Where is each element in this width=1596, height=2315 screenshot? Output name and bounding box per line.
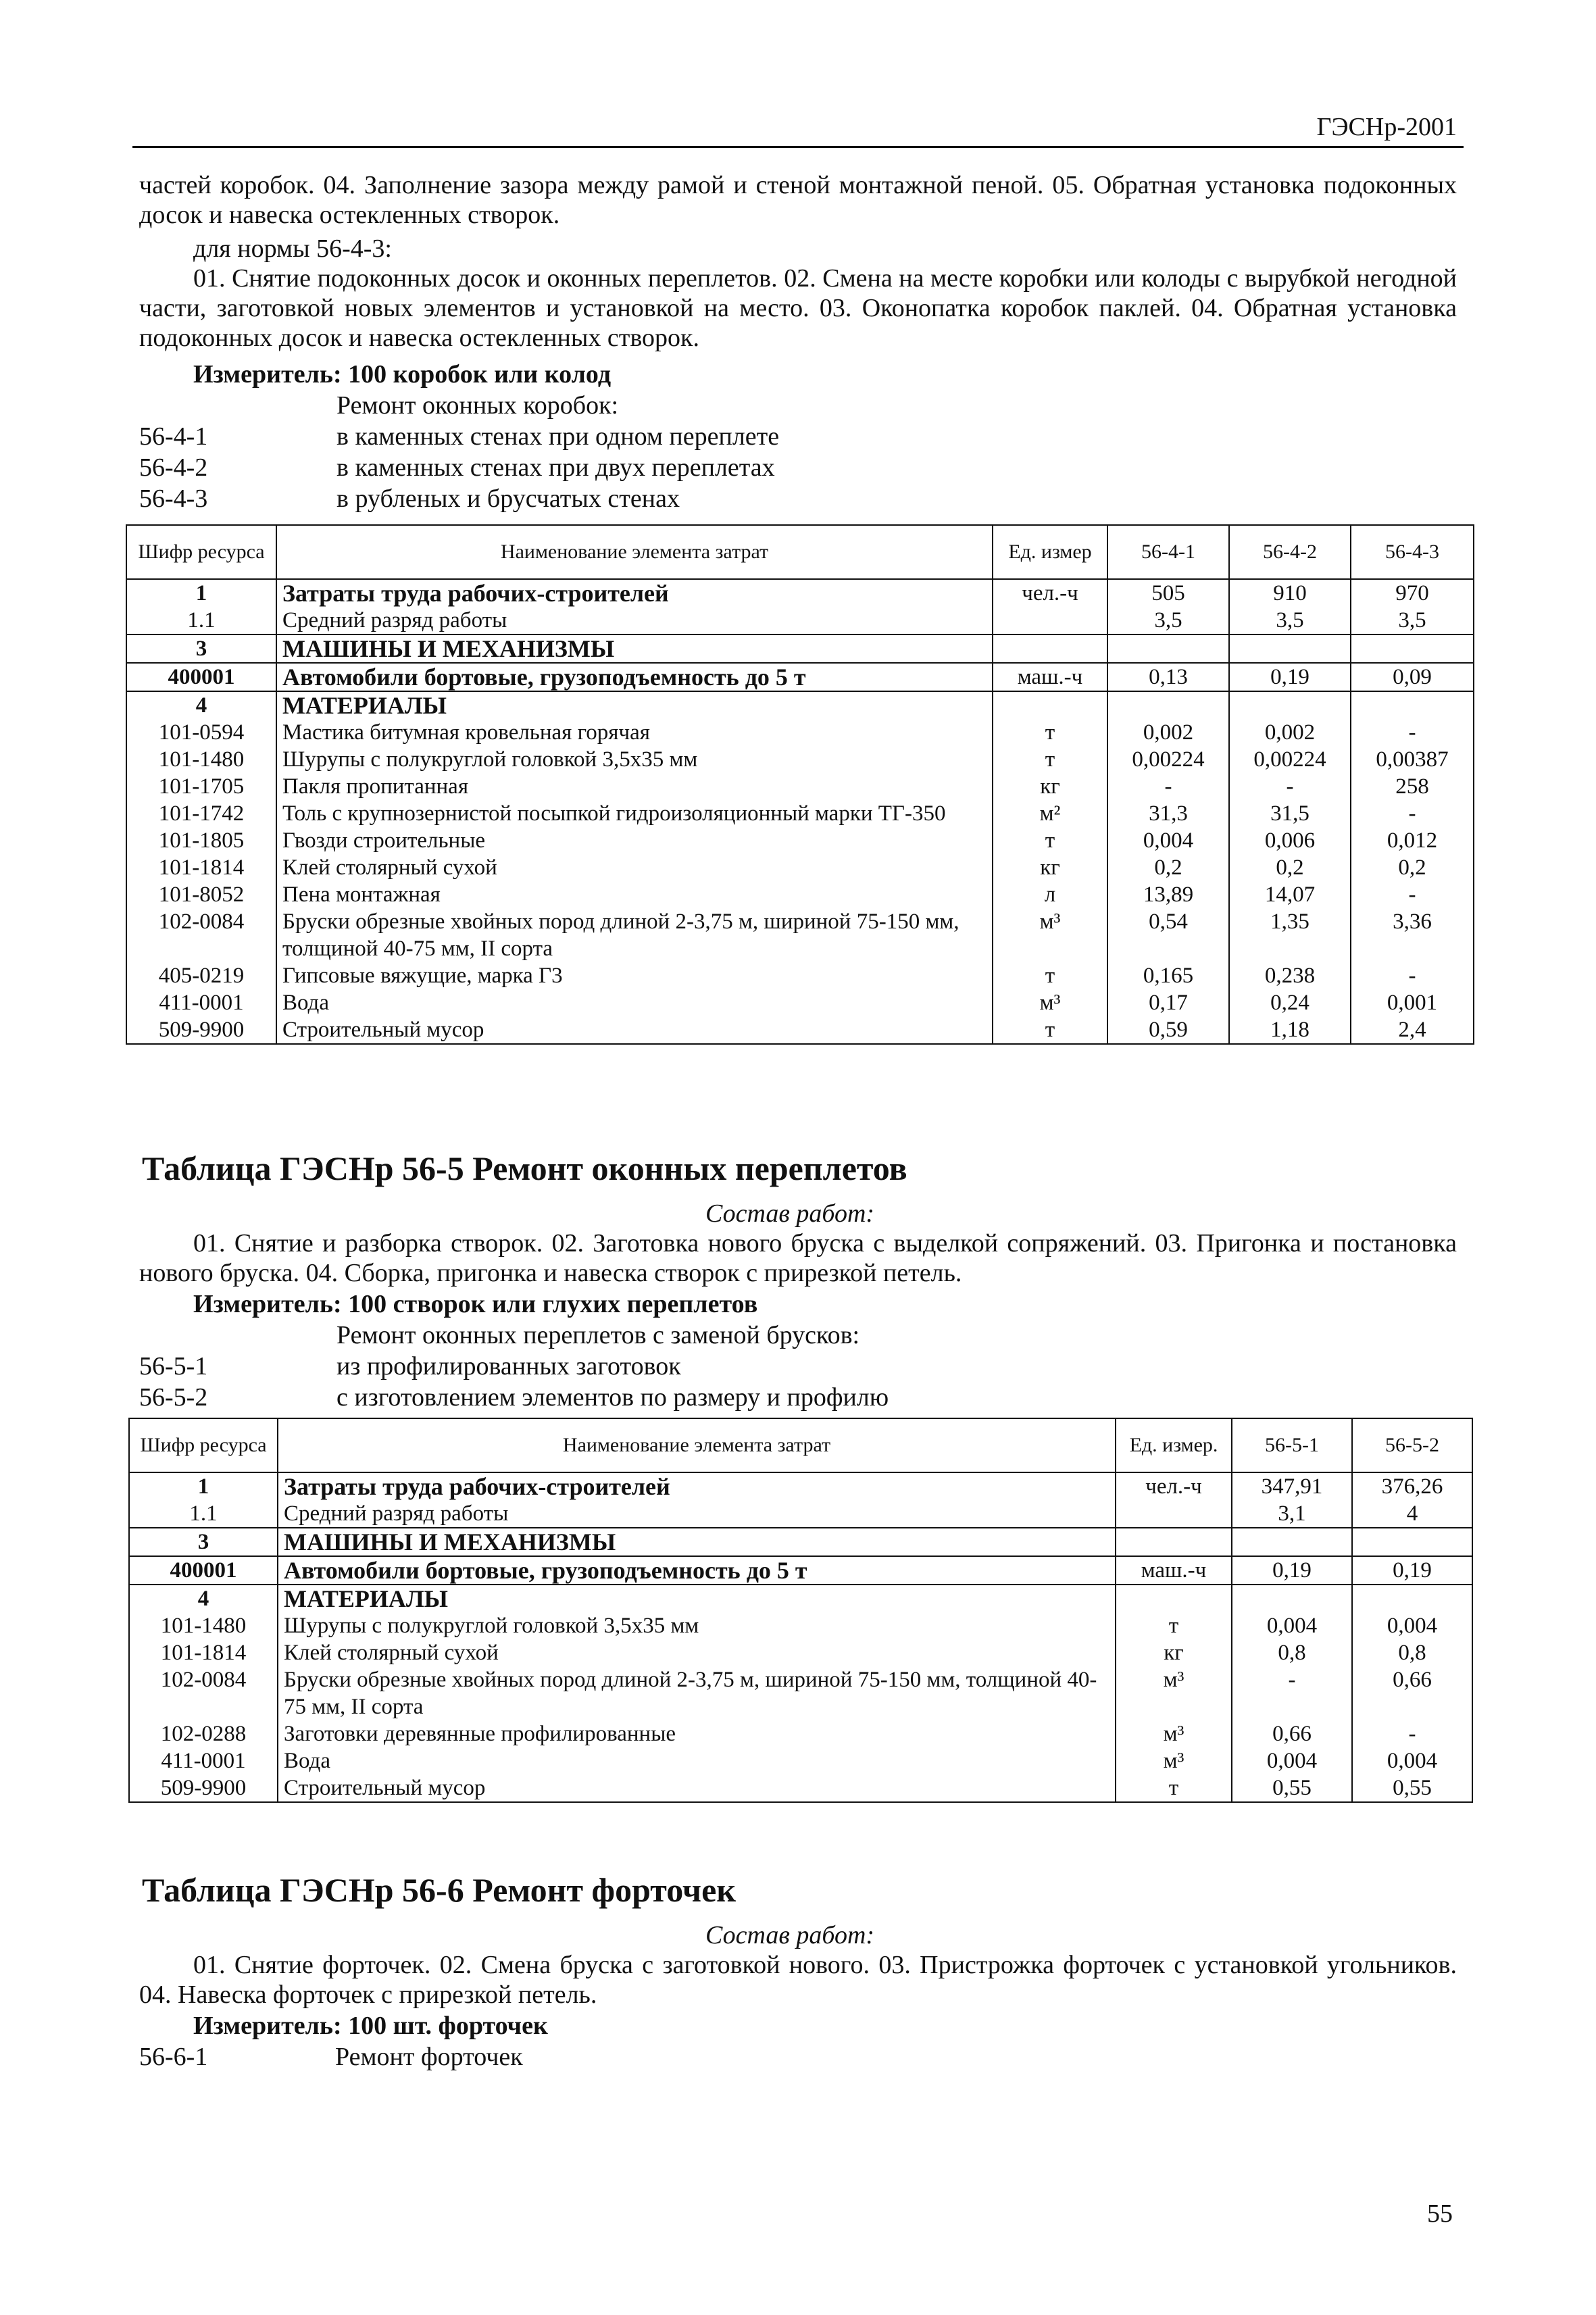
norm-value: 0,2 — [1351, 854, 1474, 881]
unit-of-measure: м³ — [1116, 1666, 1232, 1720]
resource-name: Клей столярный сухой — [276, 854, 993, 881]
norm-description: в каменных стенах при двух переплетах — [336, 453, 775, 482]
norm-value: 505 — [1107, 579, 1229, 607]
norm-value: 0,002 — [1229, 719, 1351, 746]
intro-paragraph-2: 01. Снятие подоконных досок и оконных переплетов. 02. Смена на месте коробки или колоды с вырубкой негодной части, заготовкой новых элементов и установкой на место. 03. Оконопатка коробок паклей. 04. Обратная установка подоконных досок и навеска остекленных створок. — [139, 264, 1457, 352]
resource-code: 101-0594 — [126, 719, 276, 746]
table-row — [126, 881, 1474, 908]
header-unit: Ед. измер. — [1116, 1418, 1232, 1472]
resource-name: Пакля пропитанная — [276, 773, 993, 800]
header-name: Наименование элемента затрат — [276, 525, 993, 579]
norm-value — [1107, 691, 1229, 719]
norm-value: - — [1107, 773, 1229, 800]
norm-value: 0,59 — [1107, 1016, 1229, 1044]
unit-of-measure: т — [993, 746, 1107, 773]
norm-value: 31,5 — [1229, 800, 1351, 827]
norm-value: 0,004 — [1107, 827, 1229, 854]
norm-code: 56-6-1 — [139, 2043, 208, 2071]
resource-code: 4 — [129, 1585, 278, 1612]
unit-of-measure: л — [993, 881, 1107, 908]
resource-name: МАТЕРИАЛЫ — [276, 691, 993, 719]
norm-value: 1,35 — [1229, 908, 1351, 962]
resource-name: Средний разряд работы — [278, 1500, 1116, 1528]
table-row — [129, 1612, 1472, 1639]
header-rule — [132, 146, 1464, 148]
table-row — [126, 773, 1474, 800]
norm-value: 14,07 — [1229, 881, 1351, 908]
norm-value — [1107, 634, 1229, 663]
table-row — [126, 908, 1474, 962]
norm-value: 0,004 — [1232, 1612, 1352, 1639]
resource-code: 411-0001 — [129, 1747, 278, 1774]
unit-of-measure: м³ — [1116, 1720, 1232, 1747]
unit-of-measure: кг — [993, 773, 1107, 800]
table-row — [129, 1528, 1472, 1556]
norm-code: 56-4-2 — [139, 453, 208, 482]
resource-code: 1 — [129, 1472, 278, 1500]
resource-code: 102-0084 — [129, 1666, 278, 1720]
document-code: ГЭСНр-2001 — [1316, 113, 1457, 141]
unit-of-measure: чел.-ч — [1116, 1472, 1232, 1500]
table-row — [126, 691, 1474, 719]
unit-of-measure: м³ — [993, 908, 1107, 962]
norm-value — [1229, 691, 1351, 719]
norm-value — [1351, 634, 1474, 663]
intro-paragraph-1: частей коробок. 04. Заполнение зазора между рамой и стеной монтажной пеной. 05. Обратная установка подоконных досок и навеска остекленных створок. — [139, 171, 1457, 229]
norm-code: 56-5-1 — [139, 1352, 208, 1380]
resource-table-56-5 — [128, 1418, 1473, 1803]
norm-code: 56-5-2 — [139, 1383, 208, 1412]
composition-label: Состав работ: — [705, 1199, 875, 1228]
norm-value: 0,012 — [1351, 827, 1474, 854]
resource-name: Шурупы с полукруглой головкой 3,5х35 мм — [276, 746, 993, 773]
norm-value — [1352, 1528, 1472, 1556]
norm-value: 0,00224 — [1107, 746, 1229, 773]
resource-name: Вода — [278, 1747, 1116, 1774]
table-row — [126, 634, 1474, 663]
resource-name: Средний разряд работы — [276, 607, 993, 634]
norm-value: 1,18 — [1229, 1016, 1351, 1044]
table-row — [126, 800, 1474, 827]
unit-of-measure — [1116, 1528, 1232, 1556]
norm-value: 3,5 — [1107, 607, 1229, 634]
unit-of-measure: м² — [993, 800, 1107, 827]
table-row — [126, 827, 1474, 854]
norm-value: 0,001 — [1351, 989, 1474, 1016]
norm-value: 0,00387 — [1351, 746, 1474, 773]
norm-value: 970 — [1351, 579, 1474, 607]
norm-value: 0,165 — [1107, 962, 1229, 989]
table-row — [126, 962, 1474, 989]
unit-of-measure: т — [1116, 1612, 1232, 1639]
unit-of-measure: кг — [993, 854, 1107, 881]
resource-name: Заготовки деревянные профилированные — [278, 1720, 1116, 1747]
norm-group-title-2: Ремонт оконных переплетов с заменой брусков: — [336, 1321, 860, 1349]
unit-of-measure — [1116, 1500, 1232, 1528]
table-row — [126, 1016, 1474, 1044]
norm-value: 0,19 — [1352, 1556, 1472, 1585]
norm-value: 0,2 — [1107, 854, 1229, 881]
norm-value: - — [1351, 962, 1474, 989]
resource-code: 102-0084 — [126, 908, 276, 962]
header-unit: Ед. измер — [993, 525, 1107, 579]
resource-name: Бруски обрезные хвойных пород длиной 2-3,75 м, шириной 75-150 мм, толщиной 40-75 мм, II сорта — [278, 1666, 1116, 1720]
composition-text: 01. Снятие и разборка створок. 02. Заготовка нового бруска с выделкой сопряжений. 03. Пригонка и постановка нового бруска. 04. Сборка, пригонка и навеска створок с прирезкой петель. — [139, 1229, 1457, 1287]
norm-value: 0,24 — [1229, 989, 1351, 1016]
norm-value: 3,5 — [1229, 607, 1351, 634]
table-row — [126, 663, 1474, 691]
norm-value: 0,004 — [1232, 1747, 1352, 1774]
norm-description: Ремонт форточек — [335, 2043, 523, 2071]
table-row — [129, 1639, 1472, 1666]
resource-code: 101-1805 — [126, 827, 276, 854]
norm-value: 0,004 — [1352, 1747, 1472, 1774]
table-row — [129, 1747, 1472, 1774]
unit-of-measure — [993, 634, 1107, 663]
norm-code: 56-4-1 — [139, 422, 208, 451]
header-norm: 56-5-2 — [1352, 1418, 1472, 1472]
norm-value: 0,004 — [1352, 1612, 1472, 1639]
norm-value: 0,17 — [1107, 989, 1229, 1016]
unit-of-measure: т — [1116, 1774, 1232, 1802]
norm-value — [1232, 1528, 1352, 1556]
unit-of-measure: т — [993, 719, 1107, 746]
norm-value: 0,2 — [1229, 854, 1351, 881]
resource-code: 1 — [126, 579, 276, 607]
norm-value: 0,09 — [1351, 663, 1474, 691]
norm-value: 2,4 — [1351, 1016, 1474, 1044]
norm-value: 3,1 — [1232, 1500, 1352, 1528]
norm-value: 0,8 — [1352, 1639, 1472, 1666]
norm-reference: для нормы 56-4-3: — [193, 234, 392, 263]
norm-group-title-1: Ремонт оконных коробок: — [336, 391, 619, 420]
resource-name: МАШИНЫ И МЕХАНИЗМЫ — [276, 634, 993, 663]
unit-of-measure: т — [993, 962, 1107, 989]
resource-name: Толь с крупнозернистой посыпкой гидроизоляционный марки ТГ-350 — [276, 800, 993, 827]
norm-value: 0,8 — [1232, 1639, 1352, 1666]
resource-code: 101-1705 — [126, 773, 276, 800]
resource-code: 101-8052 — [126, 881, 276, 908]
section-title-56-5: Таблица ГЭСНр 56-5 Ремонт оконных переплетов — [142, 1149, 907, 1187]
resource-code: 509-9900 — [129, 1774, 278, 1802]
header-norm: 56-4-3 — [1351, 525, 1474, 579]
norm-value: - — [1229, 773, 1351, 800]
section-title-56-6: Таблица ГЭСНр 56-6 Ремонт форточек — [142, 1871, 737, 1909]
table-row — [126, 607, 1474, 634]
resource-code: 1.1 — [129, 1500, 278, 1528]
resource-code: 101-1480 — [129, 1612, 278, 1639]
resource-name: Строительный мусор — [276, 1016, 993, 1044]
resource-name: МАТЕРИАЛЫ — [278, 1585, 1116, 1612]
resource-code: 101-1814 — [126, 854, 276, 881]
norm-value: 4 — [1352, 1500, 1472, 1528]
norm-value: 0,66 — [1352, 1666, 1472, 1720]
resource-code: 101-1480 — [126, 746, 276, 773]
norm-value: 0,55 — [1232, 1774, 1352, 1802]
table-row — [126, 579, 1474, 607]
norm-description: из профилированных заготовок — [336, 1352, 681, 1380]
resource-name: Гипсовые вяжущие, марка Г3 — [276, 962, 993, 989]
unit-of-measure: маш.-ч — [993, 663, 1107, 691]
norm-value: 0,00224 — [1229, 746, 1351, 773]
unit-of-measure: м³ — [1116, 1747, 1232, 1774]
norm-value: 258 — [1351, 773, 1474, 800]
norm-value — [1351, 691, 1474, 719]
norm-value: 3,5 — [1351, 607, 1474, 634]
table-row — [129, 1556, 1472, 1585]
resource-name: Вода — [276, 989, 993, 1016]
composition-label: Состав работ: — [705, 1921, 875, 1949]
norm-value: 0,55 — [1352, 1774, 1472, 1802]
norm-value: - — [1351, 800, 1474, 827]
composition-text: 01. Снятие форточек. 02. Смена бруска с заготовкой нового. 03. Пристрожка форточек с установкой угольников. 04. Навеска форточек с прирезкой петель. — [139, 1951, 1457, 2009]
unit-of-measure — [1116, 1585, 1232, 1612]
norm-description: в каменных стенах при одном переплете — [336, 422, 780, 451]
norm-value: 0,19 — [1229, 663, 1351, 691]
norm-value: - — [1351, 719, 1474, 746]
norm-value: 0,002 — [1107, 719, 1229, 746]
resource-name: Клей столярный сухой — [278, 1639, 1116, 1666]
resource-name: Автомобили бортовые, грузоподъемность до 5 т — [276, 663, 993, 691]
unit-of-measure: маш.-ч — [1116, 1556, 1232, 1585]
header-norm: 56-5-1 — [1232, 1418, 1352, 1472]
resource-code: 101-1814 — [129, 1639, 278, 1666]
resource-name: Гвозди строительные — [276, 827, 993, 854]
unit-of-measure — [993, 607, 1107, 634]
resource-code: 411-0001 — [126, 989, 276, 1016]
page-number: 55 — [1427, 2199, 1453, 2228]
norm-value: 347,91 — [1232, 1472, 1352, 1500]
table-row — [126, 854, 1474, 881]
header-code: Шифр ресурса — [129, 1418, 278, 1472]
norm-value: 0,19 — [1232, 1556, 1352, 1585]
table-row — [129, 1720, 1472, 1747]
norm-value: 13,89 — [1107, 881, 1229, 908]
resource-table-56-4 — [126, 524, 1474, 1045]
resource-name: МАШИНЫ И МЕХАНИЗМЫ — [278, 1528, 1116, 1556]
resource-name: Шурупы с полукруглой головкой 3,5х35 мм — [278, 1612, 1116, 1639]
resource-name: Пена монтажная — [276, 881, 993, 908]
measure-unit-3: Измеритель: 100 шт. форточек — [193, 2012, 548, 2040]
norm-value — [1232, 1585, 1352, 1612]
table-row — [129, 1472, 1472, 1500]
resource-code: 400001 — [129, 1556, 278, 1585]
header-code: Шифр ресурса — [126, 525, 276, 579]
header-norm: 56-4-2 — [1229, 525, 1351, 579]
norm-value: 0,54 — [1107, 908, 1229, 962]
norm-description: в рубленых и брусчатых стенах — [336, 484, 680, 513]
resource-code: 3 — [129, 1528, 278, 1556]
unit-of-measure: т — [993, 1016, 1107, 1044]
resource-name: Строительный мусор — [278, 1774, 1116, 1802]
resource-name: Затраты труда рабочих-строителей — [278, 1472, 1116, 1500]
norm-value: - — [1232, 1666, 1352, 1720]
resource-code: 400001 — [126, 663, 276, 691]
resource-code: 102-0288 — [129, 1720, 278, 1747]
header-norm: 56-4-1 — [1107, 525, 1229, 579]
norm-value: 910 — [1229, 579, 1351, 607]
resource-code: 3 — [126, 634, 276, 663]
norm-value: - — [1351, 881, 1474, 908]
unit-of-measure: т — [993, 827, 1107, 854]
unit-of-measure: м³ — [993, 989, 1107, 1016]
norm-value: 0,006 — [1229, 827, 1351, 854]
table-row — [129, 1666, 1472, 1720]
resource-code: 101-1742 — [126, 800, 276, 827]
measure-unit-2: Измеритель: 100 створок или глухих переплетов — [193, 1290, 758, 1318]
table-row — [126, 989, 1474, 1016]
table-row — [129, 1500, 1472, 1528]
header-name: Наименование элемента затрат — [278, 1418, 1116, 1472]
norm-description: с изготовлением элементов по размеру и профилю — [336, 1383, 889, 1412]
unit-of-measure: кг — [1116, 1639, 1232, 1666]
resource-name: Мастика битумная кровельная горячая — [276, 719, 993, 746]
resource-code: 4 — [126, 691, 276, 719]
norm-value: 0,13 — [1107, 663, 1229, 691]
measure-unit-1: Измеритель: 100 коробок или колод — [193, 360, 612, 389]
resource-name: Затраты труда рабочих-строителей — [276, 579, 993, 607]
table-row — [126, 719, 1474, 746]
resource-code: 405-0219 — [126, 962, 276, 989]
table-row — [129, 1585, 1472, 1612]
resource-code: 1.1 — [126, 607, 276, 634]
norm-value: 3,36 — [1351, 908, 1474, 962]
unit-of-measure: чел.-ч — [993, 579, 1107, 607]
norm-value — [1352, 1585, 1472, 1612]
table-row — [126, 746, 1474, 773]
norm-code: 56-4-3 — [139, 484, 208, 513]
norm-value: 0,66 — [1232, 1720, 1352, 1747]
norm-value: - — [1352, 1720, 1472, 1747]
norm-value — [1229, 634, 1351, 663]
resource-code: 509-9900 — [126, 1016, 276, 1044]
norm-value: 376,26 — [1352, 1472, 1472, 1500]
table-row — [129, 1774, 1472, 1802]
unit-of-measure — [993, 691, 1107, 719]
resource-name: Автомобили бортовые, грузоподъемность до 5 т — [278, 1556, 1116, 1585]
norm-value: 31,3 — [1107, 800, 1229, 827]
norm-value: 0,238 — [1229, 962, 1351, 989]
resource-name: Бруски обрезные хвойных пород длиной 2-3,75 м, шириной 75-150 мм, толщиной 40-75 мм, II сорта — [276, 908, 993, 962]
